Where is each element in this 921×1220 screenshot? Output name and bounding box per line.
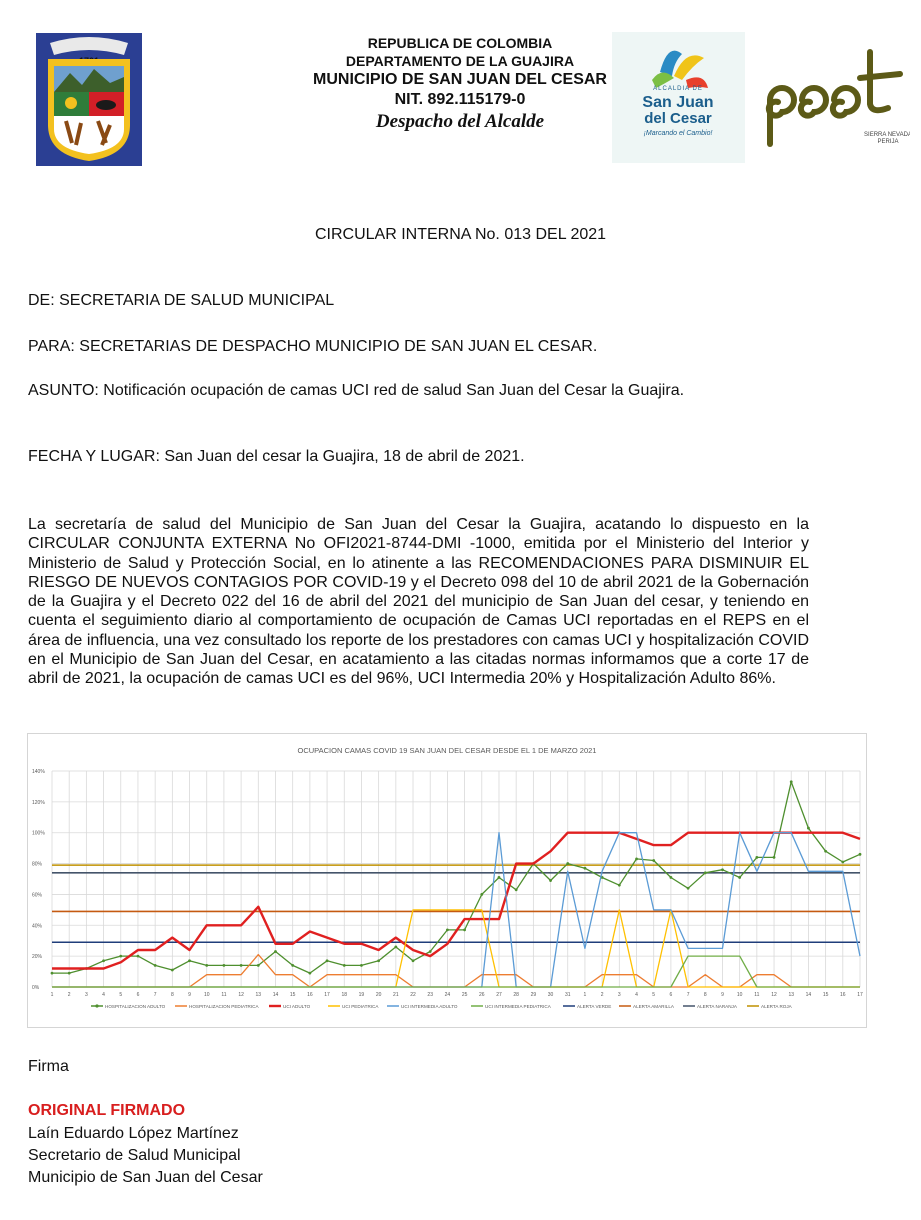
x-tick-label: 17	[857, 992, 863, 998]
x-tick-label: 8	[703, 992, 707, 998]
x-tick-label: 15	[289, 992, 296, 998]
series-point	[102, 959, 105, 962]
y-tick-label: 80%	[32, 861, 43, 868]
series-point	[790, 780, 793, 783]
x-tick-label: 15	[822, 992, 829, 998]
alcaldia-slogan: ¡Marcando el Cambio!	[643, 130, 713, 137]
y-tick-label: 60%	[32, 892, 43, 899]
series-point	[137, 955, 140, 958]
legend-label: ALERTA AMARILLA	[633, 1003, 674, 1009]
legend-label: UCI PEDIATRICA	[342, 1003, 379, 1009]
x-tick-label: 21	[393, 992, 399, 998]
alcaldia-name-2: del Cesar	[644, 110, 712, 127]
x-tick-label: 10	[736, 992, 743, 998]
series-point	[360, 964, 363, 967]
series-point	[566, 862, 569, 865]
series-point	[635, 858, 638, 861]
pdet-region-2: PERIJA	[877, 139, 899, 145]
nit-line: NIT. 892.115179-0	[394, 91, 526, 108]
x-tick-label: 26	[479, 992, 485, 998]
series-point	[618, 884, 621, 887]
series-point	[51, 972, 54, 975]
series-point	[584, 867, 587, 870]
x-tick-label: 14	[805, 992, 812, 998]
x-tick-label: 31	[564, 992, 571, 998]
x-tick-label: 29	[530, 992, 537, 998]
x-tick-label: 2	[600, 992, 604, 998]
series-point	[171, 969, 174, 972]
x-tick-label: 4	[102, 992, 105, 998]
alcaldia-label: ALCALDIA DE	[653, 86, 703, 92]
x-tick-label: 1	[50, 992, 54, 998]
series-point	[274, 950, 277, 953]
x-tick-label: 12	[771, 992, 777, 998]
series-line	[52, 956, 860, 987]
series-line	[52, 910, 860, 987]
series-point	[188, 959, 191, 962]
x-tick-label: 30	[547, 992, 554, 998]
series-point	[308, 972, 311, 975]
x-tick-label: 13	[788, 992, 795, 998]
series-point	[205, 964, 208, 967]
x-tick-label: 18	[341, 992, 348, 998]
legend-label: HOSPITALIZACION ADULTO	[105, 1003, 166, 1009]
signature-label: Firma	[28, 1058, 69, 1075]
series-point	[824, 850, 827, 853]
legend-label: HOSPITALIZACION PEDIATRICA	[189, 1003, 259, 1009]
x-tick-label: 1	[583, 992, 587, 998]
series-point	[669, 876, 672, 879]
legend-label: ALERTA VERDE	[577, 1003, 612, 1009]
x-tick-label: 3	[617, 992, 621, 998]
series-point	[687, 887, 690, 890]
x-tick-label: 12	[238, 992, 244, 998]
x-tick-label: 11	[754, 992, 760, 998]
office-line: Despacho del Alcalde	[375, 111, 545, 132]
series-point	[429, 950, 432, 953]
alcaldia-name: San Juan	[642, 94, 714, 111]
series-point	[394, 945, 397, 948]
legend-label: UCI ADULTO	[283, 1003, 311, 1009]
series-point	[154, 964, 157, 967]
series-point	[738, 876, 741, 879]
x-tick-label: 5	[119, 992, 123, 998]
x-tick-label: 23	[427, 992, 433, 998]
series-point	[859, 853, 862, 856]
x-tick-label: 17	[324, 992, 330, 998]
x-tick-label: 7	[153, 992, 157, 998]
x-tick-label: 11	[221, 992, 227, 998]
x-tick-label: 25	[461, 992, 468, 998]
pdet-logo	[760, 44, 910, 154]
x-tick-label: 7	[686, 992, 690, 998]
series-point	[463, 929, 466, 932]
series-point	[412, 959, 415, 962]
from-line: DE: SECRETARIA DE SALUD MUNICIPAL	[28, 292, 335, 309]
series-point	[119, 955, 122, 958]
legend-label: ALERTA ROJA	[761, 1003, 792, 1009]
occupancy-chart	[27, 733, 867, 1028]
series-point	[223, 964, 226, 967]
series-point	[498, 876, 501, 879]
occupancy-chart-svg	[28, 734, 866, 1027]
department-line: DEPARTAMENTO DE LA GUAJIRA	[345, 53, 575, 69]
series-point	[326, 959, 329, 962]
series-line	[52, 833, 860, 969]
series-point	[807, 827, 810, 830]
series-point	[446, 929, 449, 932]
x-tick-label: 9	[721, 992, 724, 998]
x-tick-label: 28	[513, 992, 519, 998]
x-tick-label: 10	[203, 992, 210, 998]
pdet-region: SIERRA NEVADA	[864, 132, 910, 138]
y-tick-label: 20%	[32, 954, 43, 961]
date-place-line: FECHA Y LUGAR: San Juan del cesar la Guajira, 18 de abril de 2021.	[28, 448, 525, 465]
x-tick-label: 27	[496, 992, 502, 998]
series-point	[704, 871, 707, 874]
to-line: PARA: SECRETARIAS DE DESPACHO MUNICIPIO DE SAN JUAN EL CESAR.	[28, 338, 598, 355]
municipal-crest	[36, 33, 142, 166]
series-point	[841, 861, 844, 864]
x-tick-label: 14	[272, 992, 279, 998]
x-tick-label: 6	[669, 992, 673, 998]
chart-title: OCUPACION CAMAS COVID 19 SAN JUAN DEL CESAR DESDE EL 1 DE MARZO 2021	[297, 746, 597, 755]
x-tick-label: 5	[652, 992, 656, 998]
x-tick-label: 20	[375, 992, 382, 998]
series-point	[773, 856, 776, 859]
x-tick-label: 8	[170, 992, 174, 998]
x-tick-label: 9	[188, 992, 191, 998]
legend-label: UCI INTERMEDIA ADULTO	[401, 1003, 458, 1009]
original-signed-label: ORIGINAL FIRMADO	[28, 1102, 186, 1119]
y-tick-label: 100%	[32, 830, 45, 837]
series-point	[721, 868, 724, 871]
alcaldia-logo	[612, 32, 745, 163]
country-line: REPUBLICA DE COLOMBIA	[367, 35, 553, 51]
legend-label: UCI INTERMEDIA PEDIATRICA	[485, 1003, 551, 1009]
municipality-line: MUNICIPIO DE SAN JUAN DEL CESAR	[313, 71, 607, 88]
series-point	[240, 964, 243, 967]
legend-label: ALERTA NARANJA	[697, 1003, 737, 1009]
series-point	[343, 964, 346, 967]
signer-role: Secretario de Salud Municipal	[28, 1147, 241, 1164]
x-tick-label: 13	[255, 992, 262, 998]
series-point	[755, 856, 758, 859]
y-tick-label: 40%	[32, 923, 43, 930]
x-tick-label: 24	[444, 992, 451, 998]
legend-marker	[95, 1004, 98, 1007]
x-tick-label: 2	[67, 992, 71, 998]
y-tick-label: 140%	[32, 769, 45, 775]
x-tick-label: 22	[410, 992, 416, 998]
signer-name: Laín Eduardo López Martínez	[28, 1125, 239, 1142]
series-point	[515, 888, 518, 891]
x-tick-label: 4	[635, 992, 638, 998]
series-point	[291, 964, 294, 967]
x-tick-label: 6	[136, 992, 140, 998]
y-tick-label: 120%	[32, 799, 45, 806]
series-point	[652, 859, 655, 862]
circular-title: CIRCULAR INTERNA No. 013 DEL 2021	[314, 226, 607, 243]
x-tick-label: 19	[358, 992, 365, 998]
subject-line: ASUNTO: Notificación ocupación de camas UCI red de salud San Juan del Cesar la Guajira.	[28, 382, 685, 399]
x-tick-label: 16	[307, 992, 313, 998]
series-point	[257, 964, 260, 967]
series-point	[377, 959, 380, 962]
circular-body: La secretaría de salud del Municipio de San Juan del Cesar la Guajira, acatando lo dispuesto en la CIRCULAR CONJUNTA EXTERNA No OFI2021-8744-DMI -1000, emitida por el Ministerio del Interior y Ministerio de Salud y Protección Social, en lo atinente a las RECOMENDACIONES PARA DISMINUIR EL RIESGO DE NUEVOS CONTAGIOS POR COVID-19 y el Decreto 098 del 10 de abril 2021 de la Gobernación de la Guajira y el Decreto 022 del 16 de abril del 2021 del municipio de San Juan del cesar, y teniendo en cuenta el seguimiento diario al comportamiento de ocupación de Camas UCI reportadas en el REPS en el área de influencia, una vez consultado los reporte de los prestadores con camas UCI y hospitalización COVID en el Municipio de San Juan del Cesar, en acatamiento a las citadas normas informamos que a corte 17 de abril de 2021, la ocupación de camas UCI es del 96%, UCI Intermedia 20% y Hospitalización Adulto 86%.	[28, 516, 809, 688]
x-tick-label: 16	[840, 992, 846, 998]
x-tick-label: 3	[84, 992, 88, 998]
y-tick-label: 0%	[32, 985, 40, 991]
signer-organization: Municipio de San Juan del Cesar	[28, 1169, 263, 1186]
series-point	[549, 879, 552, 882]
series-point	[68, 972, 71, 975]
series-point	[480, 893, 483, 896]
